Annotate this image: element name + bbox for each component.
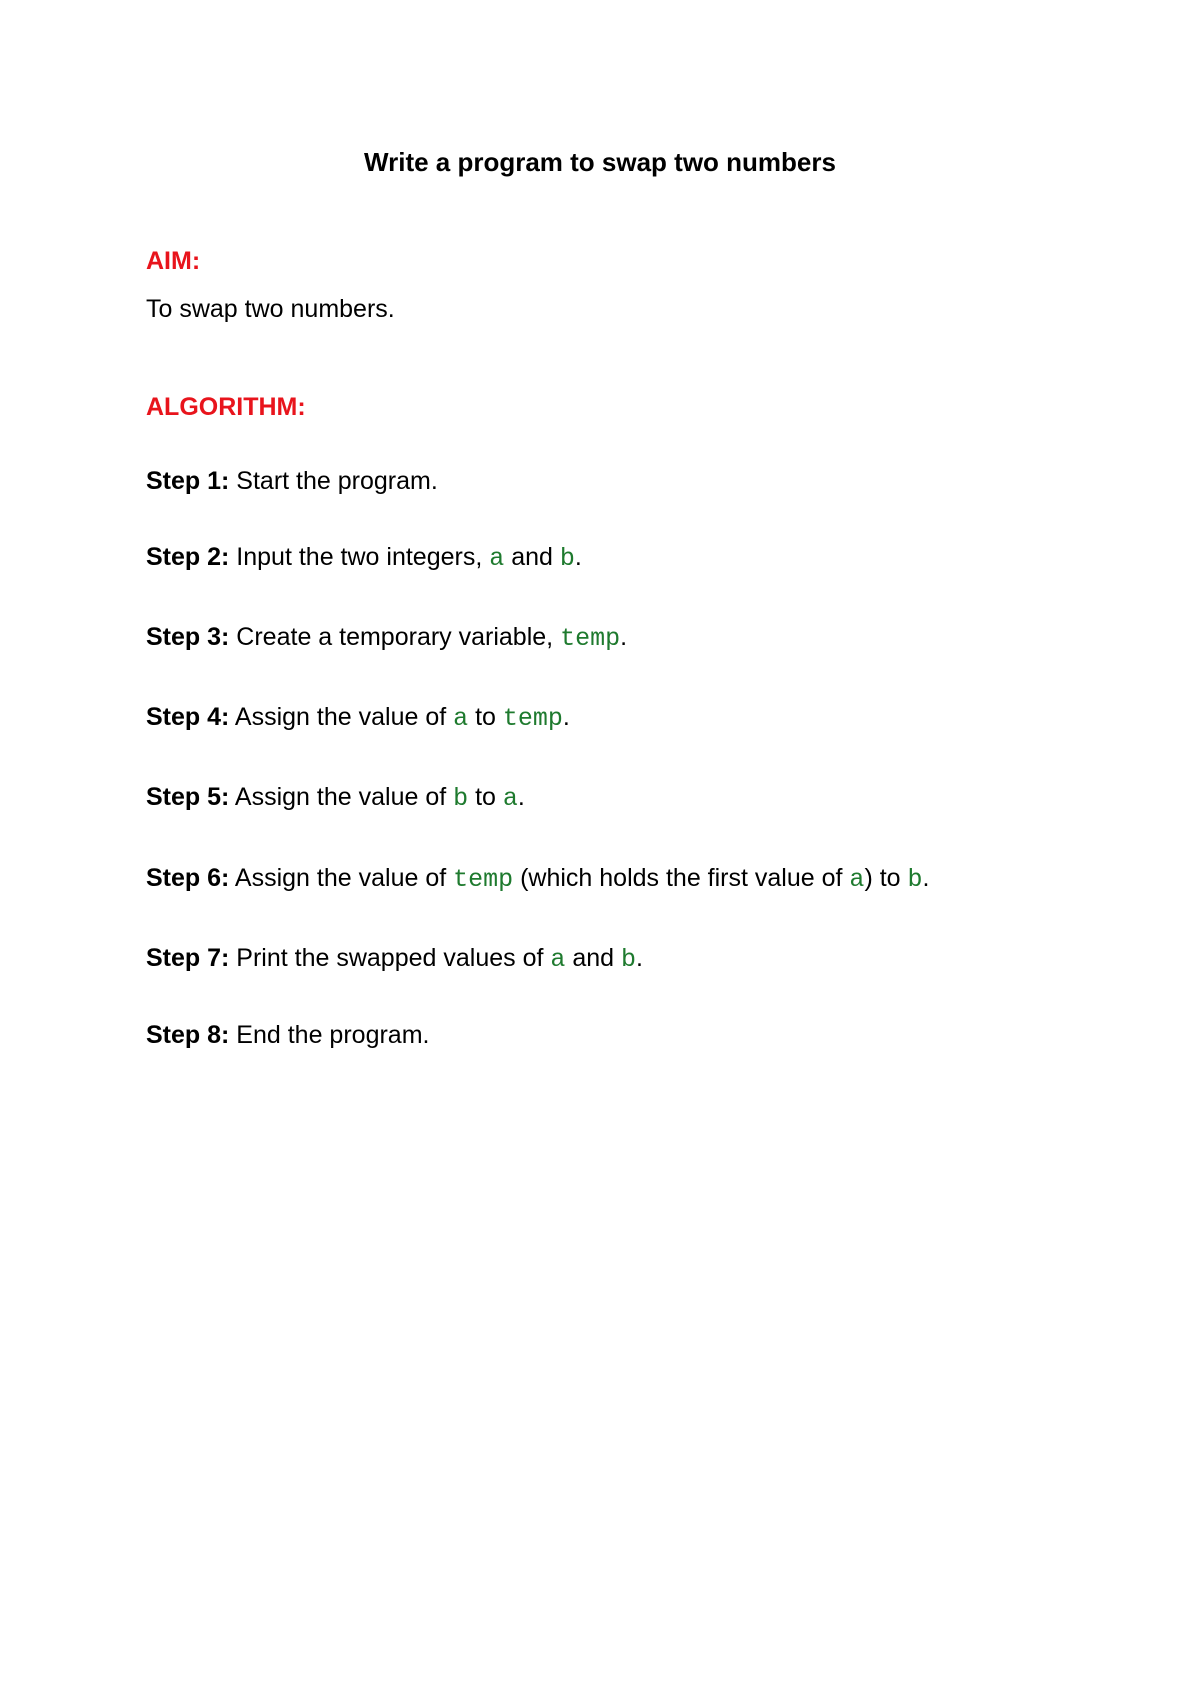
algorithm-step	[146, 540, 582, 576]
algorithm-step	[146, 700, 570, 736]
step-text: Assign the value of	[229, 864, 454, 892]
code-variable: a	[502, 784, 518, 813]
step-label: Step 2:	[146, 543, 230, 571]
step-text: .	[574, 543, 582, 571]
code-variable: a	[453, 704, 469, 733]
code-variable: a	[849, 865, 865, 894]
code-variable: temp	[502, 704, 563, 733]
step-label: Step 6:	[146, 864, 230, 892]
document-title: Write a program to swap two numbers	[364, 147, 836, 177]
algorithm-step	[146, 941, 643, 977]
step-label: Step 8:	[146, 1021, 230, 1049]
step-text: and	[565, 944, 622, 972]
step-text: .	[620, 623, 628, 651]
step-text: .	[517, 783, 525, 811]
step-text: .	[636, 944, 643, 972]
code-variable: temp	[453, 865, 514, 894]
step-text: .	[562, 703, 570, 731]
step-label: Step 5:	[146, 783, 230, 811]
algorithm-heading: ALGORITHM:	[146, 393, 306, 421]
code-variable: b	[559, 544, 575, 573]
step-label: Step 4:	[146, 703, 230, 731]
algorithm-step	[146, 861, 929, 897]
algorithm-step	[146, 780, 525, 816]
step-text: (which holds the first value of	[513, 864, 850, 892]
step-text: Print the swapped values of	[229, 944, 551, 972]
step-text: Start the program.	[229, 467, 438, 495]
algorithm-step	[146, 1018, 429, 1052]
step-label: Step 7:	[146, 944, 230, 972]
step-text: Create a temporary variable,	[229, 623, 561, 651]
aim-heading: AIM:	[146, 247, 201, 275]
algorithm-step	[146, 620, 627, 656]
step-text: Assign the value of	[229, 703, 454, 731]
step-text: and	[504, 543, 560, 571]
step-text: ) to	[864, 864, 908, 892]
code-variable: a	[550, 945, 566, 974]
algorithm-step	[146, 464, 438, 498]
step-text: End the program.	[229, 1021, 430, 1049]
step-text: Input the two integers,	[229, 543, 490, 571]
step-text: Assign the value of	[229, 783, 454, 811]
code-variable: a	[489, 544, 505, 573]
step-text: to	[468, 783, 503, 811]
step-text: .	[922, 864, 930, 892]
code-variable: temp	[560, 624, 621, 653]
aim-text: To swap two numbers.	[146, 295, 395, 323]
code-variable: b	[453, 784, 469, 813]
step-label: Step 3:	[146, 623, 230, 651]
step-text: to	[468, 703, 503, 731]
step-label: Step 1:	[146, 467, 230, 495]
code-variable: b	[621, 945, 637, 974]
code-variable: b	[907, 865, 923, 894]
